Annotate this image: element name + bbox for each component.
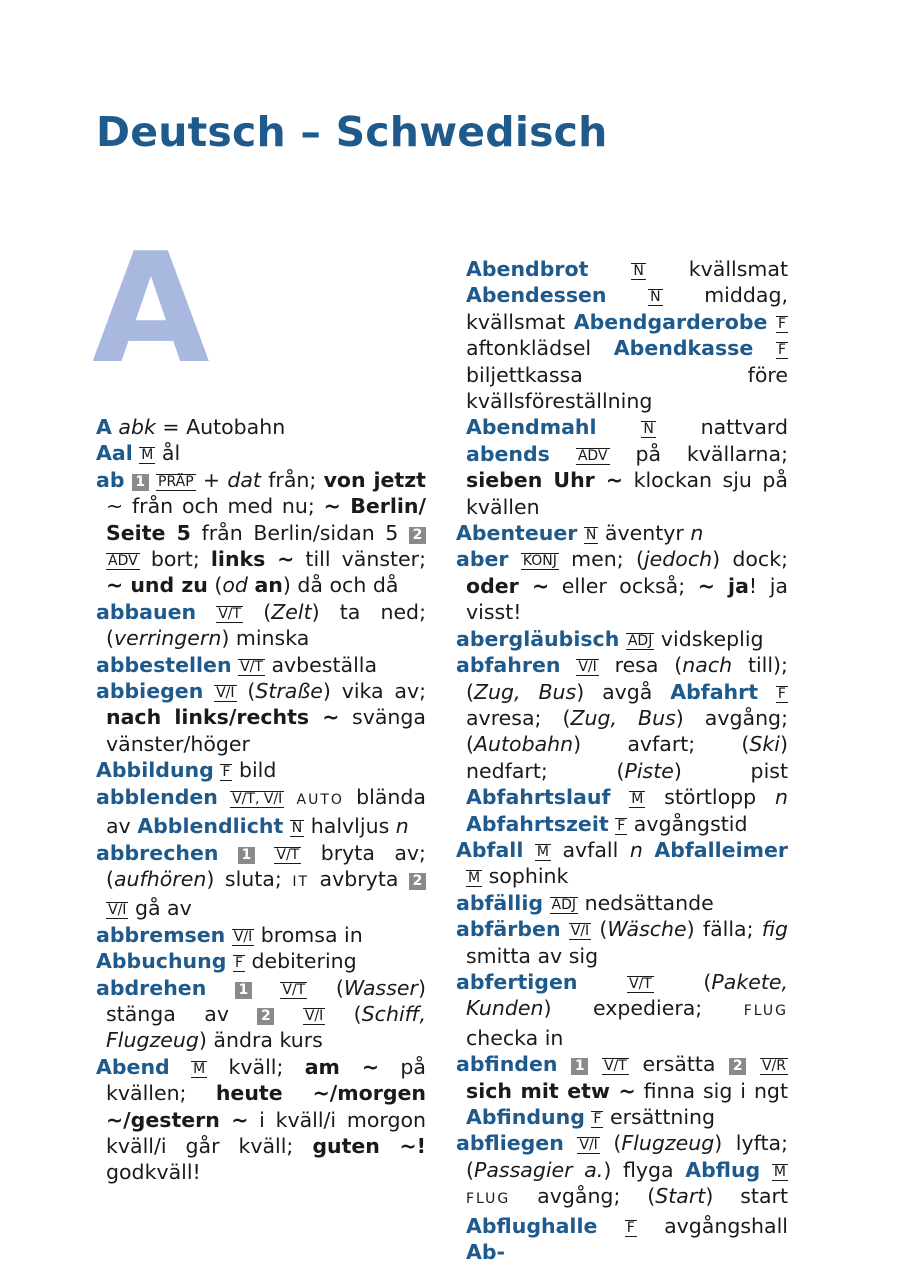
- gender-tag: N: [650, 289, 661, 306]
- headword: abfällig: [456, 890, 544, 915]
- sense-number: 2: [409, 527, 426, 544]
- headword: Ab-: [466, 1240, 506, 1265]
- headword: Abfahrt: [670, 679, 759, 704]
- gender-tag: F: [222, 764, 231, 781]
- right-column: [456, 256, 788, 1265]
- gender-tag: N: [585, 527, 597, 544]
- sense-number: 1: [238, 847, 255, 864]
- headword: ab: [96, 467, 125, 492]
- headword: Abflughalle: [466, 1213, 598, 1238]
- pos-tag: V/I: [578, 659, 597, 676]
- pos-tag: V/T: [629, 975, 652, 992]
- gender-tag: N: [291, 820, 303, 837]
- gender-tag: M: [631, 791, 644, 808]
- headword: aber: [456, 547, 509, 572]
- gender-tag: N: [643, 421, 654, 438]
- pos-tag: ADJ: [627, 632, 653, 649]
- headword: Abenteuer: [456, 521, 578, 546]
- entry-abbrechen: abbrechen 1 V/T bryta av; (aufhören) sluta; IT avbryta 2 V/I gå av: [96, 840, 426, 921]
- left-column: [96, 414, 426, 1186]
- headword: abfliegen: [456, 1131, 564, 1156]
- entry-abfaerben: abfärben V/I (Wäsche) fälla; fig smitta av sig: [456, 917, 788, 968]
- pos-tag: ADV: [108, 553, 138, 570]
- headword: Abflug: [685, 1157, 761, 1182]
- entry-abbauen: abbauen V/T (Zelt) ta ned; (verringern) minska: [96, 599, 426, 651]
- gender-tag: F: [593, 1111, 602, 1127]
- headword: Abfalleimer: [654, 837, 788, 862]
- entry-abbestellen: abbestellen V/T avbeställa: [96, 652, 378, 677]
- entry-aal: Aal M ål: [96, 441, 181, 466]
- gender-tag: M: [193, 1060, 206, 1077]
- sense-number: 2: [409, 873, 426, 890]
- headword: abergläubisch: [456, 626, 620, 651]
- headword: Abblendlicht: [137, 814, 284, 839]
- gender-tag: M: [536, 843, 549, 860]
- gender-tag: M: [141, 447, 154, 464]
- headword: abfertigen: [456, 969, 578, 994]
- headword: abdrehen: [96, 975, 207, 1000]
- headword: Abendessen: [466, 283, 607, 308]
- entry-abfall: Abfall M avfall n Abfalleimer M sophink: [456, 837, 788, 889]
- gender-tag: N: [633, 263, 644, 279]
- pos-tag: V/I: [108, 902, 127, 919]
- entry-abfliegen: abfliegen V/I (Flugzeug) lyfta; (Passagier a.) flyga Abflug M FLUG avgång; (Start) start Abflughalle F avgångshall Ab-: [456, 1131, 788, 1265]
- sense-number: 2: [257, 1008, 274, 1025]
- headword: Abendgarderobe: [573, 309, 768, 334]
- entry-abfahren: abfahren V/I resa (nach till); (Zug, Bus) avgå Abfahrt F avresa; (Zug, Bus) avgång; (Autobahn) avfart; (Ski) nedfart; (Piste) pist Abfahrtslauf M störtlopp n Abfahrtszeit F avgångstid: [456, 653, 788, 836]
- entry-abend: Abend M kväll; am ~ på kvällen; heute ~/morgen ~/gestern ~ i kväll/i morgon kväll/i går kväll; guten ~! godkväll!: [96, 1054, 426, 1185]
- entry-abfinden: abfinden 1 V/T ersätta 2 V/R sich mit etw ~ finna sig i ngt Abfindung F ersättning: [456, 1052, 788, 1129]
- pos-tag: V/I: [233, 928, 253, 945]
- headword: Abfahrtslauf: [466, 785, 611, 810]
- entry-ab: ab 1 PRÄP + dat från; von jetzt ~ från och med nu; ~ Berlin/ Seite 5 från Berlin/sidan 5 2 ADV bort; links ~ till vänster; ~ und zu (od an) då och då: [96, 467, 426, 598]
- entry-abbildung: Abbildung F bild: [96, 758, 277, 783]
- headword: Abbuchung: [96, 949, 227, 974]
- headword: abfahren: [456, 653, 561, 678]
- pos-tag: V/T: [276, 846, 300, 863]
- headword: Abend: [96, 1054, 170, 1079]
- sense-number: 1: [132, 474, 149, 491]
- entry-abbremsen: abbremsen V/I bromsa in: [96, 922, 363, 947]
- headword: Abfindung: [466, 1105, 585, 1129]
- gender-tag: F: [617, 817, 626, 834]
- sense-number: 2: [729, 1058, 746, 1075]
- domain-label: FLUG: [743, 1003, 788, 1020]
- pos-tag: V/T, V/I: [232, 790, 283, 807]
- headword: abbremsen: [96, 922, 226, 947]
- headword: Abfall: [456, 837, 524, 862]
- entry-aber: aber KONJ men; (jedoch) dock; oder ~ eller också; ~ ja! ja visst!: [456, 547, 788, 625]
- pos-tag: PRÄP: [158, 473, 194, 490]
- sense-number: 1: [571, 1058, 588, 1075]
- pos-tag: V/T: [218, 605, 242, 622]
- gender-tag: M: [773, 1163, 786, 1180]
- entry-abendbrot: Abendbrot N kvällsmat Abendessen N middag, kvällsmat Abendgarderobe F aftonklädsel Abendkasse F biljettkassa före kvällsföreställning Abendmahl N nattvard abends ADV på kvällarna; sieben Uhr ~ klockan sju på kvällen: [466, 257, 788, 519]
- entry-abfaellig: abfällig ADJ nedsättande: [456, 890, 714, 915]
- pos-tag: ADV: [577, 447, 608, 464]
- section-letter: A: [92, 220, 210, 397]
- headword: abbestellen: [96, 652, 232, 677]
- gender-tag: F: [777, 315, 786, 332]
- headword: Abendmahl: [466, 415, 597, 440]
- headword: Abfahrtszeit: [466, 811, 609, 836]
- gender-tag: F: [777, 342, 786, 359]
- headword: abbrechen: [96, 840, 219, 865]
- pos-tag: V/T: [603, 1058, 627, 1075]
- headword: abblenden: [96, 784, 218, 809]
- gender-tag: F: [777, 685, 786, 702]
- headword: Aal: [96, 441, 133, 466]
- pos-tag: V/I: [570, 923, 590, 940]
- sense-number: 1: [235, 982, 252, 999]
- pos-tag: V/I: [579, 1137, 598, 1154]
- gender-tag: F: [626, 1219, 635, 1236]
- gender-tag: F: [234, 955, 244, 972]
- entry-abenteuer: Abenteuer N äventyr n: [456, 521, 704, 546]
- pos-tag: V/T: [282, 981, 306, 998]
- entry-abblenden: abblenden V/T, V/I AUTO blända av Abblendlicht N halvljus n: [96, 784, 426, 839]
- entry-abbuchung: Abbuchung F debitering: [96, 949, 357, 974]
- domain-label: IT: [292, 873, 309, 890]
- pos-tag: V/I: [216, 685, 235, 702]
- domain-label: AUTO: [296, 791, 344, 808]
- entry-aberglaeubisch: abergläubisch ADJ vidskeplig: [456, 626, 764, 651]
- headword: abfärben: [456, 917, 561, 942]
- entry-abbiegen: abbiegen V/I (Straße) vika av; nach links/rechts ~ svänga vänster/höger: [96, 679, 426, 756]
- pos-tag: V/T: [240, 658, 263, 675]
- entry-a: A abk = Autobahn: [96, 415, 286, 439]
- headword: abbauen: [96, 599, 197, 624]
- pos-tag: V/R: [761, 1058, 786, 1075]
- headword: A: [96, 415, 112, 439]
- entry-abfertigen: abfertigen V/T (Pakete, Kunden) expediera; FLUG checka in: [456, 969, 788, 1050]
- pos-tag: ADJ: [551, 896, 577, 913]
- domain-label: FLUG: [466, 1191, 511, 1208]
- page-title: Deutsch – Schwedisch: [96, 108, 608, 156]
- headword: Abbildung: [96, 758, 214, 783]
- headword: abbiegen: [96, 679, 204, 704]
- entry-abdrehen: abdrehen 1 V/T (Wasser) stänga av 2 V/I (Schiff, Flugzeug) ändra kurs: [96, 975, 426, 1053]
- headword: Abendbrot: [466, 257, 589, 281]
- gender-tag: M: [468, 870, 481, 887]
- headword: Abendkasse: [613, 336, 754, 361]
- pos-tag: KONJ: [522, 553, 557, 570]
- pos-tag: V/I: [304, 1007, 324, 1024]
- headword: abfinden: [456, 1052, 558, 1077]
- headword: abends: [466, 441, 550, 466]
